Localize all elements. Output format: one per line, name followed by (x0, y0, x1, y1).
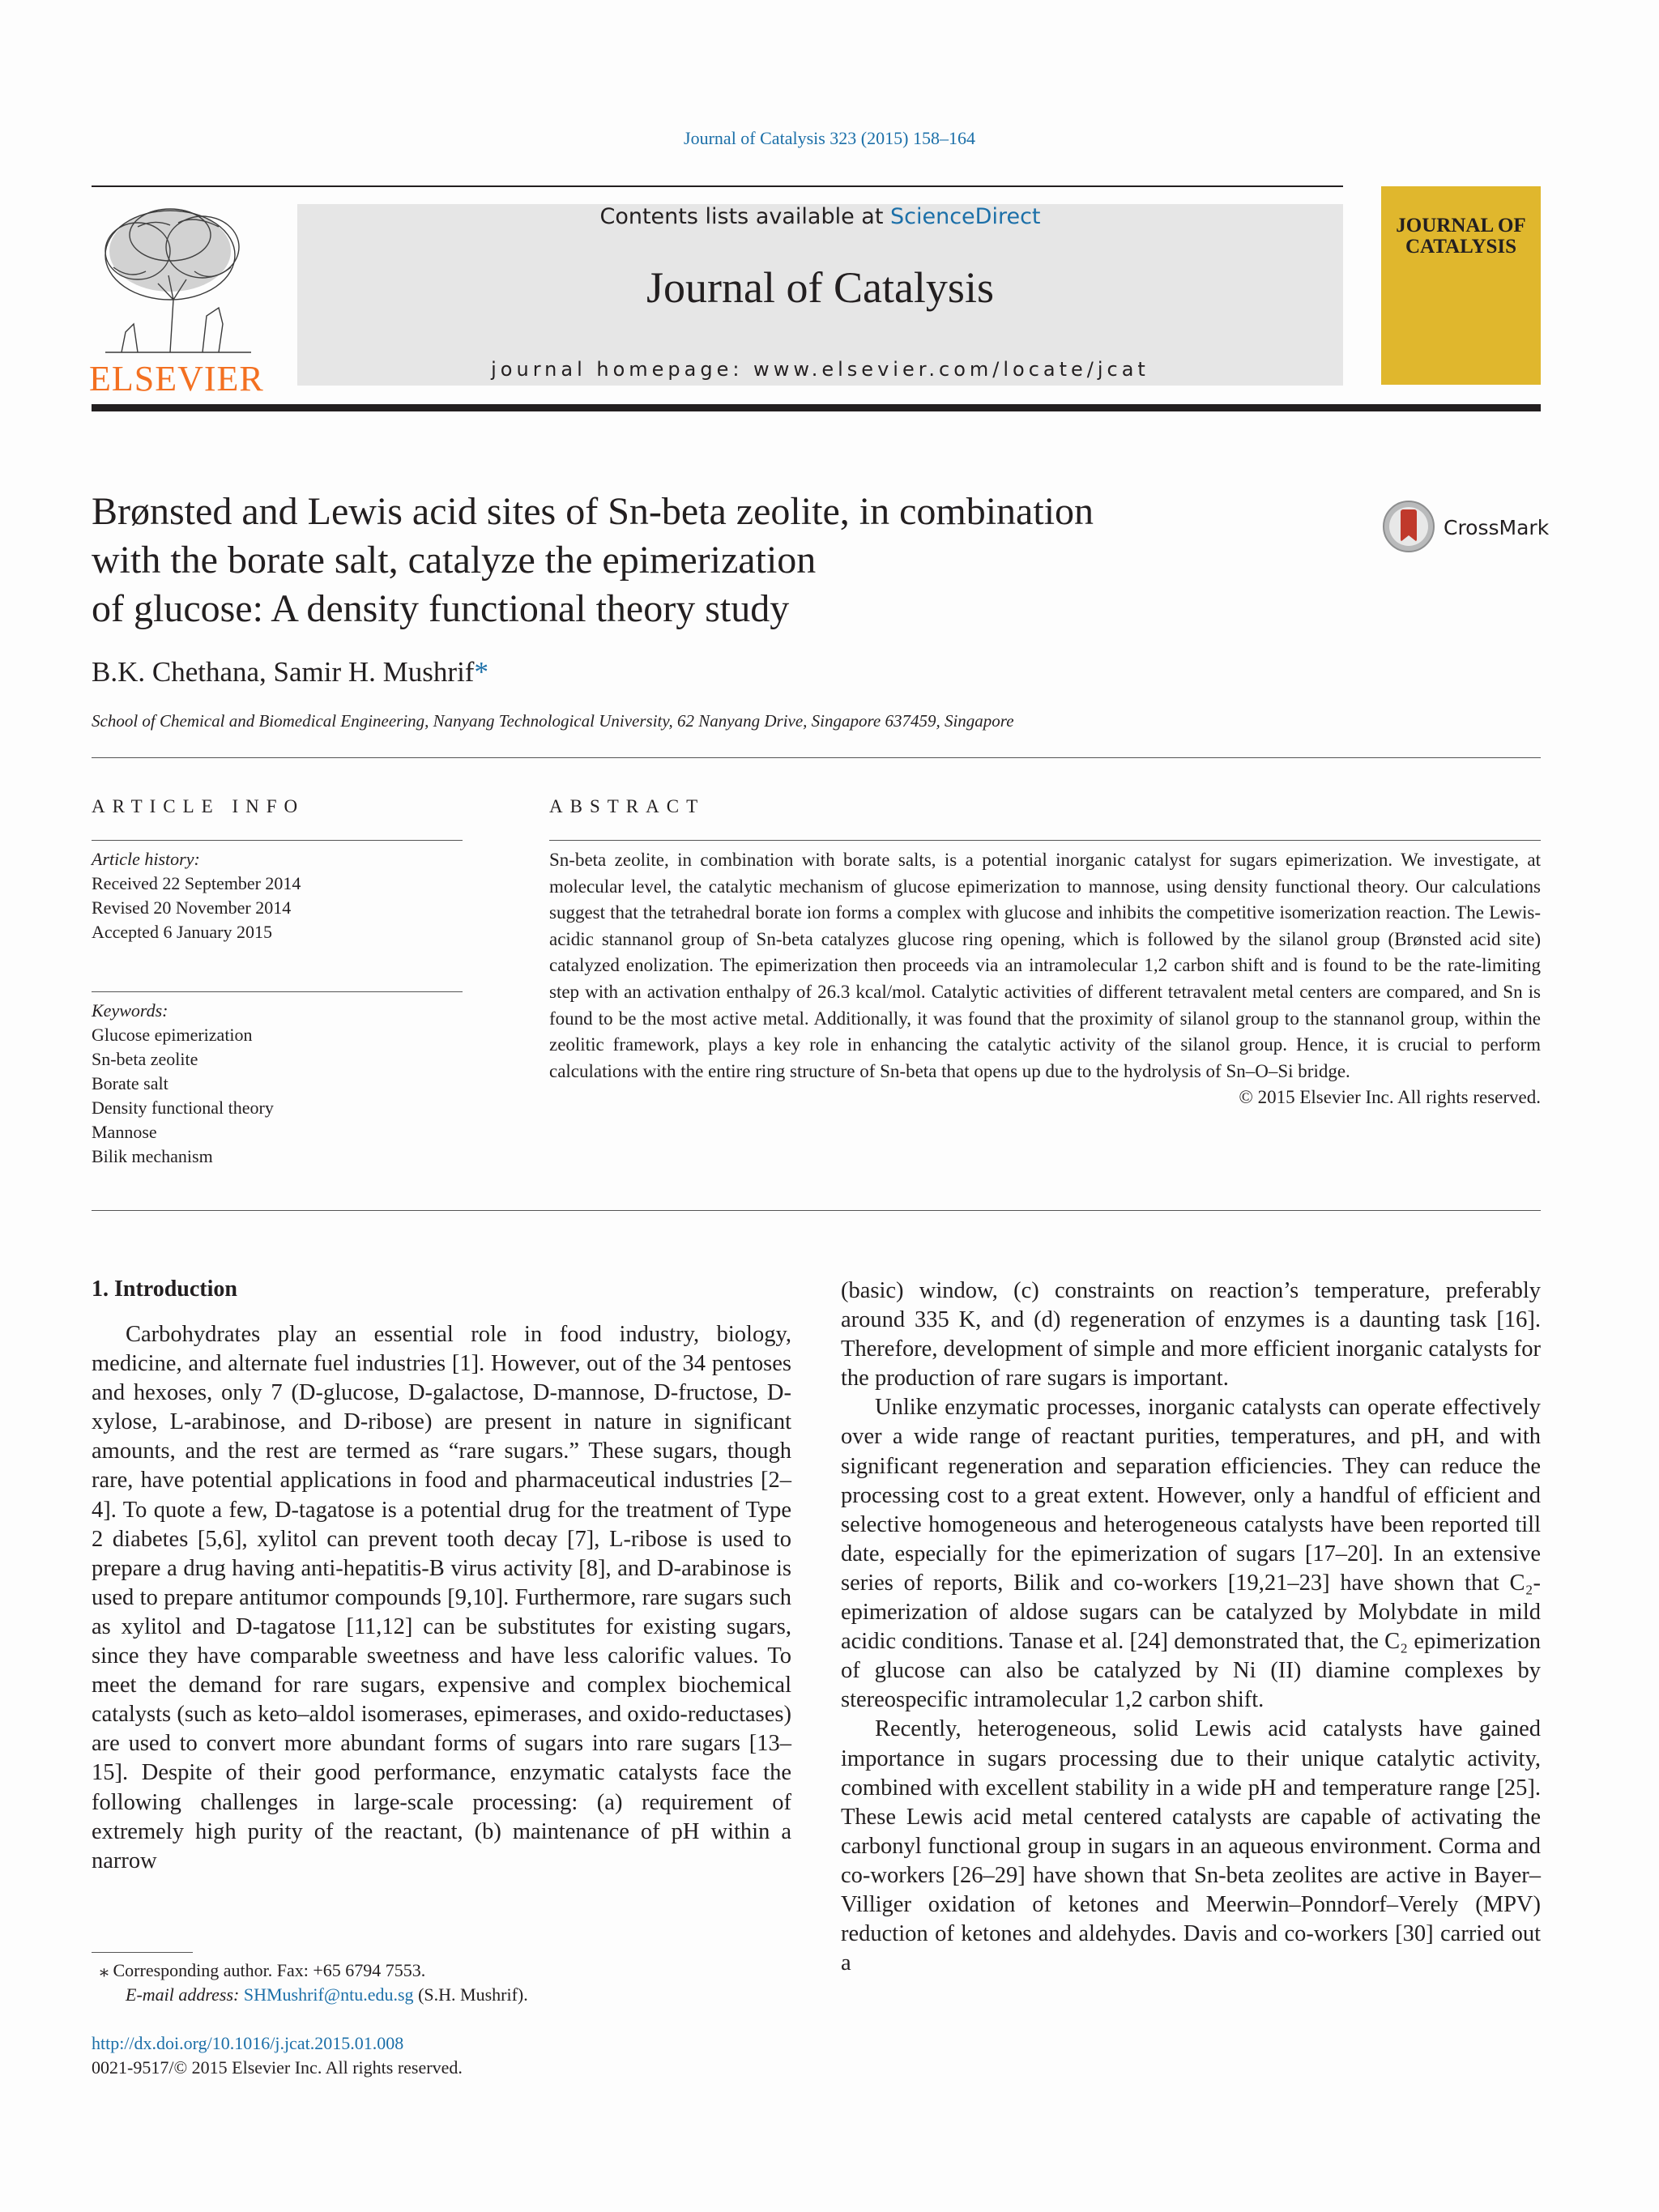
footnotes (92, 1958, 791, 2007)
journal-title: Journal of Catalysis (646, 263, 994, 312)
article-info-heading: ARTICLE INFO (92, 796, 305, 816)
paragraph: Recently, heterogeneous, solid Lewis acid catalysts have gained importance in sugars processing due to their unique catalytic activity, combined with excellent stability in a wide pH and temperature range [25]. These Lewis acid metal centered catalysts are capable of activating the carbonyl functional group in sugars in an aqueous environment. Corma and co-workers [26–29] have shown that Sn-beta zeolites are active in Bayer–Villiger oxidation of ketones and Meerwin–Ponndorf–Verely (MPV) reduction of ketones and aldehydes. Davis and co-workers [30] carried out a (841, 1716, 1541, 1976)
abstract-body: Sn-beta zeolite, in combination with borate salts, is a potential inorganic catalyst for sugars epimerization. We investigate, at molecular level, the catalytic mechanism of glucose epimerization to mannose, using density functional theory. Our calculations suggest that the tetrahedral borate ion forms a complex with glucose and inhibits the competitive isomerization reaction. The Lewis-acidic stannanol group of Sn-beta catalyzes glucose ring opening, which is followed by the silanol group (Brønsted acid site) catalyzed enolization. The epimerization then proceeds via an intramolecular 1,2 carbon shift and is found to be the rate-limiting step with an activation enthalpy of 26.3 kcal/mol. Catalytic activities of different tetravalent metal centers are compared, and Sn is found to be the most active metal. Additionally, it was found that the proximity of silanol group to the stannanol group, within the zeolitic framework, plays a key role in enhancing the catalytic activity of the silanol group. Hence, it is crucial to perform calculations with the entire ring structure of Sn-beta that opens up due to the hydrolysis of Sn–O–Si bridge. (549, 850, 1541, 1081)
crossmark-icon (1382, 500, 1435, 553)
email-link[interactable]: SHMushrif@ntu.edu.sg (243, 1984, 414, 2005)
issn: 0021-9517/© 2015 Elsevier Inc. All rights reserved. (92, 2057, 463, 2078)
publisher-name: ELSEVIER (89, 359, 264, 399)
title-line: with the borate salt, catalyze the epimerization (92, 539, 817, 582)
corresponding-mark[interactable]: * (474, 656, 488, 688)
article-title (92, 488, 1307, 633)
masthead-rule (92, 404, 1541, 411)
history-label: Article history: (92, 849, 200, 869)
paragraph: Unlike enzymatic processes, inorganic catalysts can operate effectively over a wide range of reactant purities, temperatures, and pH, and with significant regeneration and separation efficiencies. They can reduce the processing cost to a great extent. However, only a handful of efficient and selective homogeneous and heterogeneous catalysts have been reported till date, especially for the epimerization of sugars [17–20]. In an extensive series of reports, Bilik and co-workers [19,21–23] have shown that C₂-epimerization of aldose sugars can be catalyzed by Molybdate in mild acidic conditions. Tanase et al. [24] demonstrated that, the C₂ epimerization of glucose can also be catalyzed by Ni (II) diamine complexes by stereospecific intramolecular 1,2 carbon shift. (841, 1395, 1541, 1713)
keyword: Bilik mechanism (92, 1146, 213, 1166)
affiliation-rule (92, 757, 1541, 758)
keyword: Mannose (92, 1122, 157, 1142)
info-rule (92, 840, 463, 841)
doi-block (92, 2031, 463, 2080)
history-item: Accepted 6 January 2015 (92, 922, 272, 942)
info-rule (92, 991, 463, 992)
affiliation: School of Chemical and Biomedical Engineering, Nanyang Technological University, 62 Nanyang Drive, Singapore 637459, Singapore (92, 711, 1014, 731)
keywords-label: Keywords: (92, 1000, 168, 1021)
doi-link[interactable]: http://dx.doi.org/10.1016/j.jcat.2015.01.008 (92, 2033, 404, 2053)
keywords (92, 999, 463, 1169)
cover-title: JOURNAL OF CATALYSIS (1396, 215, 1526, 258)
email-suffix: (S.H. Mushrif). (413, 1984, 528, 2005)
elsevier-tree-logo (89, 202, 261, 356)
journal-masthead (297, 204, 1343, 386)
abstract-heading: ABSTRACT (549, 796, 706, 816)
title-line: of glucose: A density functional theory study (92, 587, 790, 630)
contents-line (297, 204, 1343, 229)
keyword: Borate salt (92, 1073, 168, 1093)
author-names: B.K. Chethana, Samir H. Mushrif (92, 656, 475, 688)
paragraph: Carbohydrates play an essential role in food industry, biology, medicine, and alternate fuel industries [1]. However, out of the 34 pentoses and hexoses, only 7 (D-glucose, D-galactose, D-mannose, D-fructose, D-xylose, L-arabinose, and D-ribose) are present in nature in significant amounts, and the rest are termed as “rare sugars.” These sugars, though rare, have potential applications in food and pharmaceutical industries [2–4]. To quote a few, D-tagatose is a potential drug for the treatment of Type 2 diabetes [5,6], xylitol can prevent tooth decay [7], L-ribose is used to prepare a drug having anti-hepatitis-B virus activity [8], and D-arabinose is used to prepare antitumor compounds [9,10]. Furthermore, rare sugars such as xylitol and D-tagatose [11,12] can be substitutes for existing sugars, since they have comparable sweetness and have less calorific values. To meet the demand for rare sugars, expensive and complex biochemical catalysts (such as keto–aldol isomerases, epimerases, and oxido-reductases) are used to convert more abundant forms of sugars into rare sugars [13–15]. Despite of their good performance, enzymatic catalysts face the following challenges in large-scale processing: (a) requirement of extremely high purity of the reactant, (b) maintenance of pH within a narrow (92, 1322, 791, 1873)
crossmark-label: CrossMark (1444, 516, 1550, 539)
right-column (841, 1276, 1541, 1978)
elsevier-logo (89, 202, 264, 399)
abstract-bottom-rule (92, 1210, 1541, 1211)
email-note (92, 1983, 791, 2007)
contents-prefix: Contents lists available at (599, 204, 890, 229)
copyright: © 2015 Elsevier Inc. All rights reserved. (1239, 1087, 1541, 1108)
history-item: Received 22 September 2014 (92, 873, 301, 893)
journal-homepage[interactable]: journal homepage: www.elsevier.com/locate/jcat (491, 358, 1149, 381)
email-label: E-mail address: (126, 1984, 244, 2005)
journal-cover (1381, 186, 1541, 385)
paragraph: (basic) window, (c) constraints on reaction’s temperature, preferably around 335 K, and (d) regeneration of enzymes is a daunting task [16]. Therefore, development of simple and more efficient inorganic catalysts for the production of rare sugars is important. (841, 1278, 1541, 1392)
abstract-rule (549, 840, 1541, 841)
keyword: Glucose epimerization (92, 1025, 253, 1045)
journal-reference[interactable]: Journal of Catalysis 323 (2015) 158–164 (684, 128, 975, 148)
keyword: Sn-beta zeolite (92, 1049, 198, 1069)
article-history (92, 847, 463, 944)
keyword: Density functional theory (92, 1097, 274, 1118)
crossmark-badge[interactable] (1382, 500, 1550, 555)
sciencedirect-link[interactable]: ScienceDirect (890, 204, 1041, 229)
abstract (549, 847, 1541, 1111)
left-column (92, 1320, 791, 1876)
footnote-rule (92, 1952, 193, 1953)
section-heading: 1. Introduction (92, 1276, 237, 1302)
corresponding-note: ⁎ Corresponding author. Fax: +65 6794 7553. (100, 1960, 426, 1980)
title-line: Brønsted and Lewis acid sites of Sn-beta zeolite, in combination (92, 490, 1094, 533)
history-item: Revised 20 November 2014 (92, 897, 292, 918)
authors (92, 656, 488, 688)
header-rule (92, 185, 1343, 187)
